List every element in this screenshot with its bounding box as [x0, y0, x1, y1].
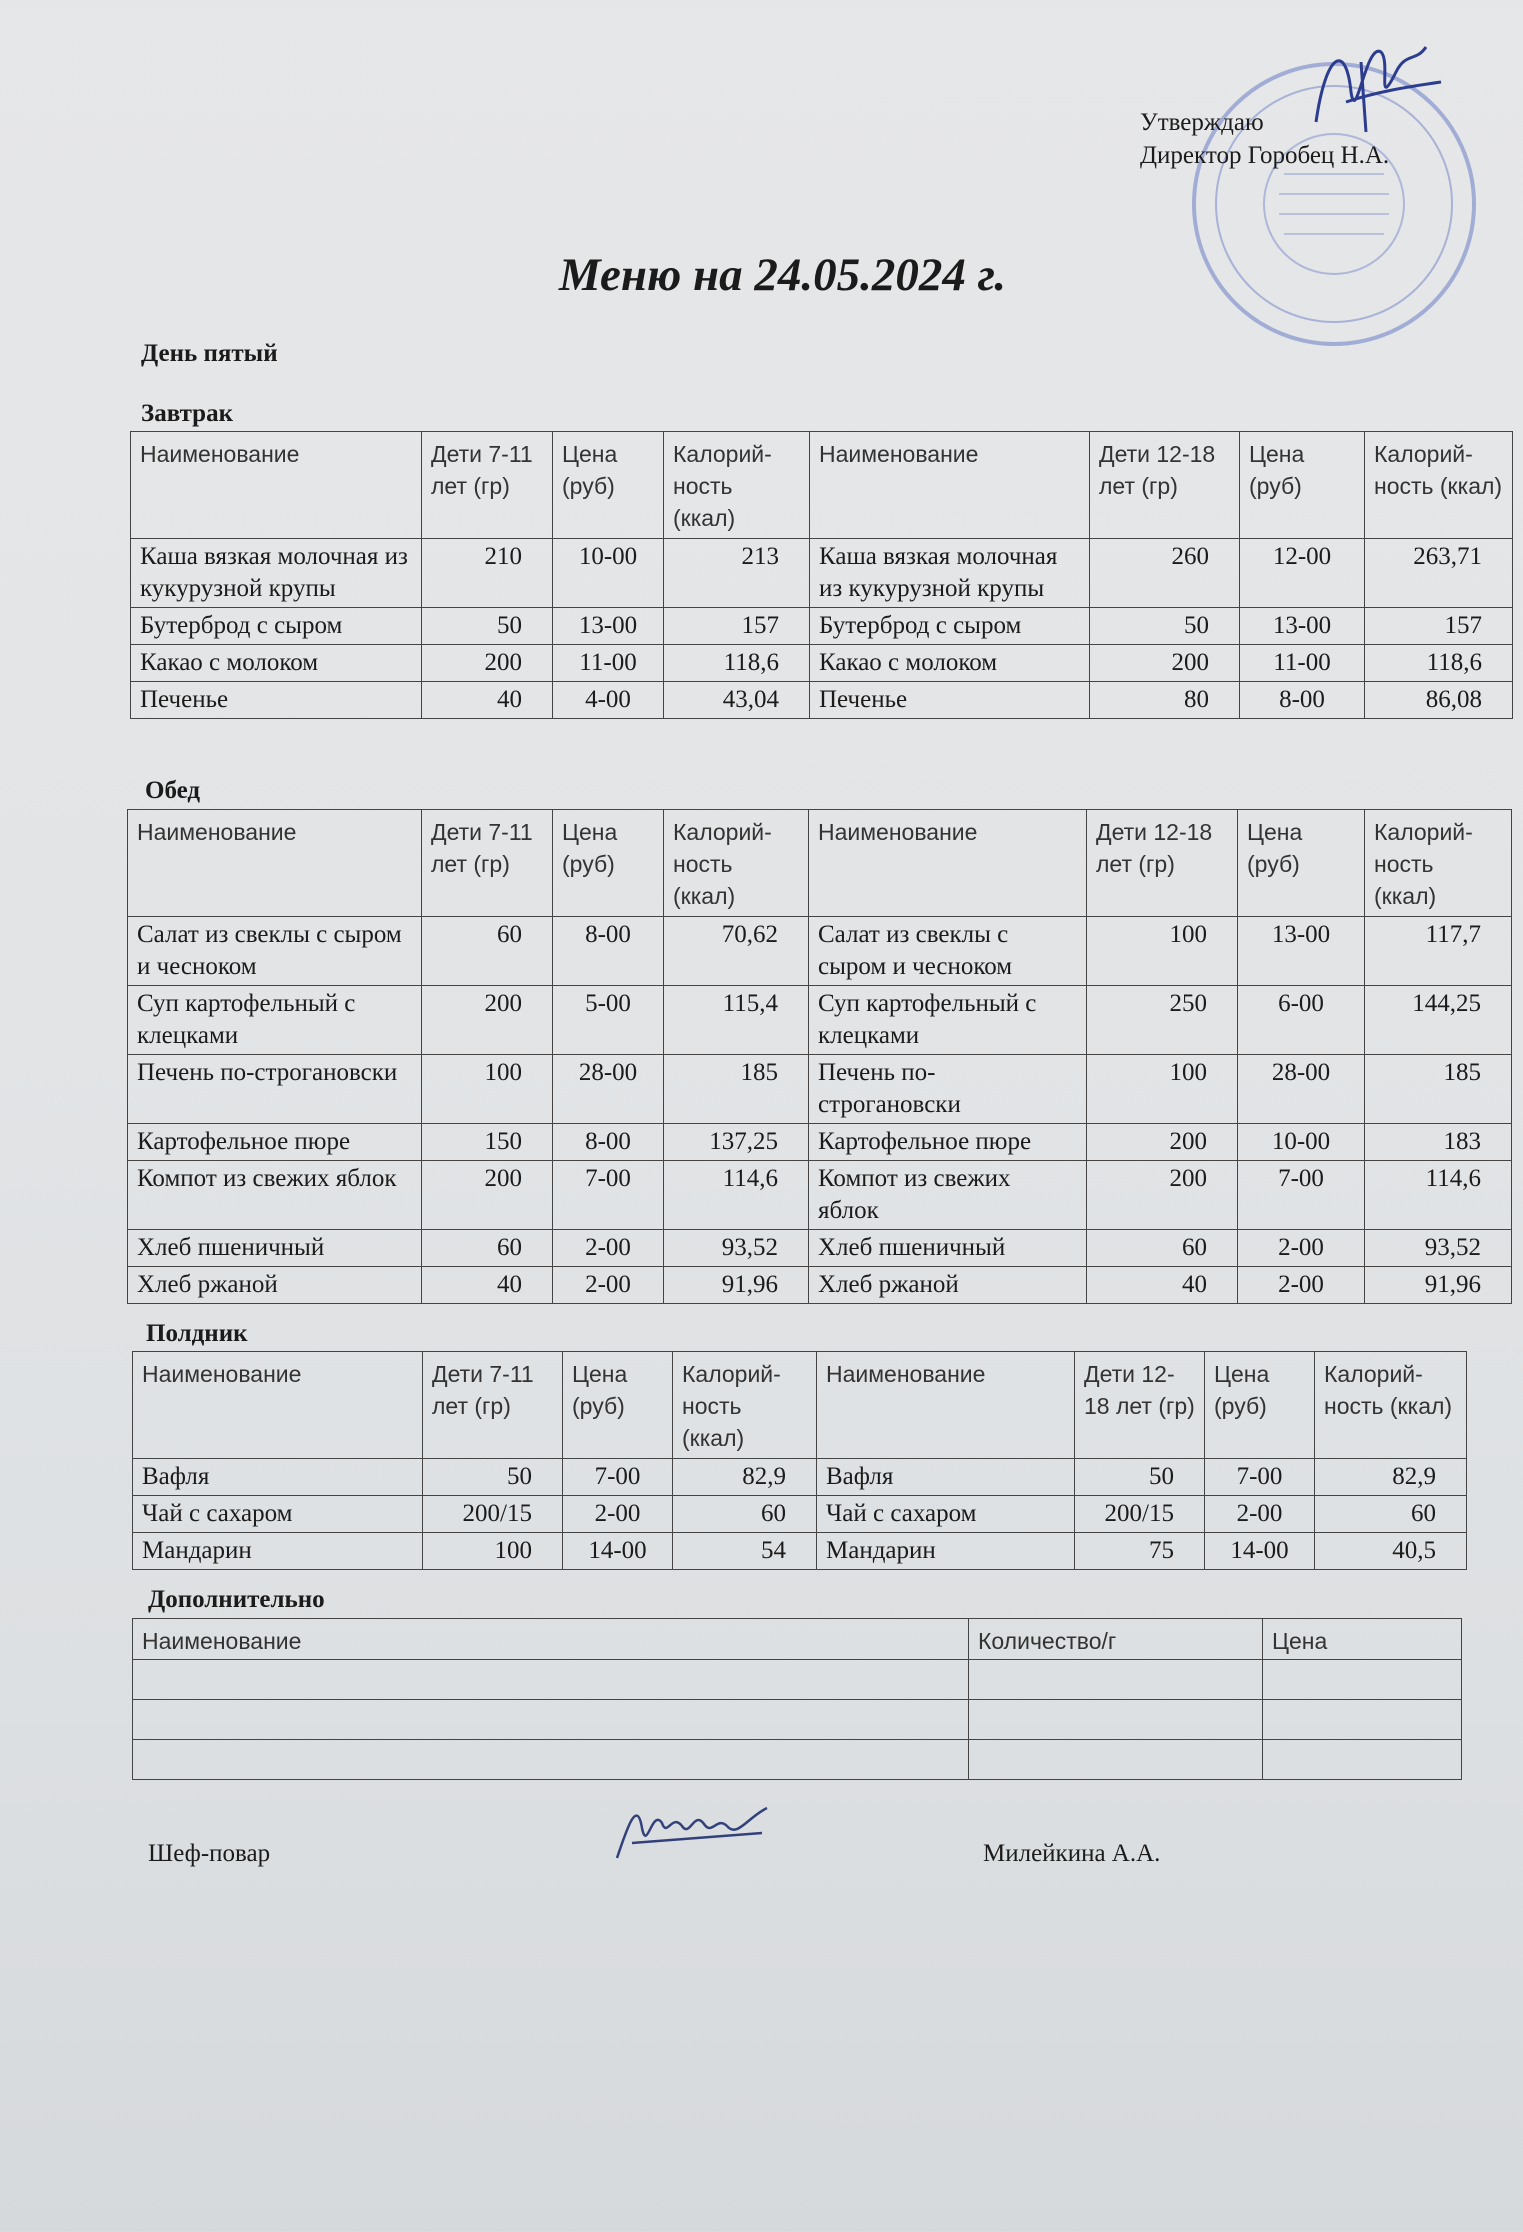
calories-12-18: 114,6 — [1365, 1161, 1512, 1230]
dish-name: Салат из свеклы с сыром и чесноком — [128, 917, 422, 986]
table-row — [128, 1124, 1512, 1161]
calories-12-18: 183 — [1365, 1124, 1512, 1161]
price-7-11: 8-00 — [553, 917, 664, 986]
dish-name: Бутерброд с сыром — [131, 608, 422, 645]
day-label: День пятый — [141, 340, 278, 367]
calories-12-18: 118,6 — [1365, 645, 1513, 682]
price-7-11: 7-00 — [563, 1459, 673, 1496]
header-calories: Калорий-ность (ккал) — [1365, 432, 1513, 539]
price-7-11: 10-00 — [553, 539, 664, 608]
header-name: Наименование — [810, 432, 1090, 539]
chef-signature — [612, 1788, 772, 1868]
header-price: Цена (руб) — [553, 810, 664, 917]
footer-role: Шеф-повар — [148, 1840, 271, 1867]
portion-7-11: 40 — [422, 1267, 553, 1304]
header-older: Дети 12-18 лет (гр) — [1090, 432, 1240, 539]
portion-7-11: 200 — [422, 1161, 553, 1230]
table-row — [128, 1267, 1512, 1304]
portion-7-11: 50 — [423, 1459, 563, 1496]
calories-12-18: 91,96 — [1365, 1267, 1512, 1304]
breakfast-table — [130, 431, 1513, 719]
empty-cell — [133, 1700, 969, 1740]
header-price: Цена (руб) — [1238, 810, 1365, 917]
dish-name: Хлеб пшеничный — [809, 1230, 1087, 1267]
calories-12-18: 40,5 — [1315, 1533, 1467, 1570]
calories-12-18: 157 — [1365, 608, 1513, 645]
header-name: Наименование — [128, 810, 422, 917]
portion-12-18: 200 — [1087, 1124, 1238, 1161]
table-row — [128, 1161, 1512, 1230]
calories-7-11: 82,9 — [673, 1459, 817, 1496]
calories-12-18: 185 — [1365, 1055, 1512, 1124]
dish-name: Картофельное пюре — [809, 1124, 1087, 1161]
table-row — [133, 1533, 1467, 1570]
header-calories: Калорий-ность (ккал) — [673, 1352, 817, 1459]
header-row — [133, 1619, 1462, 1660]
calories-7-11: 114,6 — [664, 1161, 809, 1230]
calories-12-18: 60 — [1315, 1496, 1467, 1533]
dish-name: Компот из свежих яблок — [128, 1161, 422, 1230]
calories-7-11: 213 — [664, 539, 810, 608]
portion-7-11: 210 — [422, 539, 553, 608]
calories-12-18: 86,08 — [1365, 682, 1513, 719]
portion-7-11: 60 — [422, 917, 553, 986]
header-row — [131, 432, 1513, 539]
price-7-11: 14-00 — [563, 1533, 673, 1570]
approval-signatory: Директор Горобец Н.А. — [1140, 142, 1390, 169]
portion-12-18: 100 — [1087, 1055, 1238, 1124]
header-calories: Калорий-ность (ккал) — [664, 810, 809, 917]
approval-block — [1140, 106, 1389, 172]
price-12-18: 2-00 — [1205, 1496, 1315, 1533]
empty-cell — [133, 1660, 969, 1700]
header-price: Цена (руб) — [1240, 432, 1365, 539]
price-12-18: 13-00 — [1240, 608, 1365, 645]
header-younger: Дети 7-11 лет (гр) — [423, 1352, 563, 1459]
calories-12-18: 93,52 — [1365, 1230, 1512, 1267]
table-row — [131, 645, 1513, 682]
calories-7-11: 60 — [673, 1496, 817, 1533]
portion-12-18: 40 — [1087, 1267, 1238, 1304]
calories-7-11: 115,4 — [664, 986, 809, 1055]
section-breakfast-label: Завтрак — [141, 400, 233, 427]
portion-7-11: 100 — [423, 1533, 563, 1570]
calories-7-11: 91,96 — [664, 1267, 809, 1304]
section-snack-label: Полдник — [146, 1320, 248, 1347]
footer-name: Милейкина А.А. — [983, 1840, 1161, 1867]
header-row — [128, 810, 1512, 917]
extra-header: Наименование — [133, 1619, 969, 1660]
header-calories: Калорий-ность (ккал) — [1315, 1352, 1467, 1459]
portion-7-11: 200/15 — [423, 1496, 563, 1533]
table-row — [133, 1459, 1467, 1496]
price-7-11: 2-00 — [563, 1496, 673, 1533]
empty-cell — [1263, 1740, 1462, 1780]
portion-12-18: 50 — [1090, 608, 1240, 645]
dish-name: Каша вязкая молочная из кукурузной крупы — [131, 539, 422, 608]
dish-name: Вафля — [133, 1459, 423, 1496]
dish-name: Чай с сахаром — [133, 1496, 423, 1533]
dish-name: Какао с молоком — [810, 645, 1090, 682]
dish-name: Салат из свеклы с сыром и чесноком — [809, 917, 1087, 986]
extra-table — [132, 1618, 1462, 1780]
header-older: Дети 12-18 лет (гр) — [1075, 1352, 1205, 1459]
table-row — [128, 1230, 1512, 1267]
header-name: Наименование — [809, 810, 1087, 917]
portion-7-11: 40 — [422, 682, 553, 719]
header-name: Наименование — [131, 432, 422, 539]
empty-cell — [969, 1660, 1263, 1700]
empty-cell — [969, 1700, 1263, 1740]
table-row — [133, 1496, 1467, 1533]
portion-12-18: 250 — [1087, 986, 1238, 1055]
approval-label: Утверждаю — [1140, 109, 1264, 136]
dish-name: Чай с сахаром — [817, 1496, 1075, 1533]
price-7-11: 2-00 — [553, 1230, 664, 1267]
header-price: Цена (руб) — [1205, 1352, 1315, 1459]
table-row — [128, 986, 1512, 1055]
portion-12-18: 80 — [1090, 682, 1240, 719]
price-7-11: 11-00 — [553, 645, 664, 682]
empty-row — [133, 1700, 1462, 1740]
dish-name: Хлеб ржаной — [128, 1267, 422, 1304]
dish-name: Вафля — [817, 1459, 1075, 1496]
calories-7-11: 157 — [664, 608, 810, 645]
section-lunch-label: Обед — [145, 777, 201, 804]
portion-12-18: 200/15 — [1075, 1496, 1205, 1533]
price-7-11: 8-00 — [553, 1124, 664, 1161]
dish-name: Хлеб пшеничный — [128, 1230, 422, 1267]
portion-7-11: 150 — [422, 1124, 553, 1161]
portion-12-18: 200 — [1090, 645, 1240, 682]
calories-12-18: 82,9 — [1315, 1459, 1467, 1496]
calories-12-18: 117,7 — [1365, 917, 1512, 986]
table-row — [131, 539, 1513, 608]
price-12-18: 6-00 — [1238, 986, 1365, 1055]
extra-header: Количество/г — [969, 1619, 1263, 1660]
calories-7-11: 93,52 — [664, 1230, 809, 1267]
price-12-18: 28-00 — [1238, 1055, 1365, 1124]
empty-row — [133, 1740, 1462, 1780]
portion-7-11: 50 — [422, 608, 553, 645]
price-12-18: 7-00 — [1205, 1459, 1315, 1496]
header-calories: Калорий-ность (ккал) — [664, 432, 810, 539]
extra-header: Цена — [1263, 1619, 1462, 1660]
header-older: Дети 12-18 лет (гр) — [1087, 810, 1238, 917]
price-12-18: 11-00 — [1240, 645, 1365, 682]
dish-name: Печенье — [131, 682, 422, 719]
portion-12-18: 60 — [1087, 1230, 1238, 1267]
header-price: Цена (руб) — [563, 1352, 673, 1459]
lunch-table — [127, 809, 1512, 1304]
price-12-18: 12-00 — [1240, 539, 1365, 608]
price-12-18: 2-00 — [1238, 1230, 1365, 1267]
dish-name: Суп картофельный с клецками — [809, 986, 1087, 1055]
dish-name: Суп картофельный с клецками — [128, 986, 422, 1055]
portion-7-11: 60 — [422, 1230, 553, 1267]
portion-7-11: 200 — [422, 645, 553, 682]
price-7-11: 13-00 — [553, 608, 664, 645]
price-12-18: 8-00 — [1240, 682, 1365, 719]
header-calories: Калорий-ность (ккал) — [1365, 810, 1512, 917]
table-row — [128, 1055, 1512, 1124]
portion-12-18: 50 — [1075, 1459, 1205, 1496]
price-12-18: 14-00 — [1205, 1533, 1315, 1570]
empty-cell — [1263, 1660, 1462, 1700]
price-12-18: 10-00 — [1238, 1124, 1365, 1161]
price-12-18: 7-00 — [1238, 1161, 1365, 1230]
empty-cell — [1263, 1700, 1462, 1740]
price-12-18: 13-00 — [1238, 917, 1365, 986]
table-row — [131, 608, 1513, 645]
calories-7-11: 70,62 — [664, 917, 809, 986]
price-7-11: 4-00 — [553, 682, 664, 719]
header-row — [133, 1352, 1467, 1459]
dish-name: Мандарин — [817, 1533, 1075, 1570]
header-younger: Дети 7-11 лет (гр) — [422, 810, 553, 917]
dish-name: Мандарин — [133, 1533, 423, 1570]
dish-name: Какао с молоком — [131, 645, 422, 682]
dish-name: Хлеб ржаной — [809, 1267, 1087, 1304]
calories-12-18: 144,25 — [1365, 986, 1512, 1055]
dish-name: Печенье — [810, 682, 1090, 719]
calories-7-11: 43,04 — [664, 682, 810, 719]
price-7-11: 5-00 — [553, 986, 664, 1055]
header-price: Цена (руб) — [553, 432, 664, 539]
calories-7-11: 137,25 — [664, 1124, 809, 1161]
empty-cell — [969, 1740, 1263, 1780]
price-7-11: 2-00 — [553, 1267, 664, 1304]
dish-name: Печень по-строгановски — [809, 1055, 1087, 1124]
dish-name: Компот из свежих яблок — [809, 1161, 1087, 1230]
calories-12-18: 263,71 — [1365, 539, 1513, 608]
empty-row — [133, 1660, 1462, 1700]
portion-12-18: 200 — [1087, 1161, 1238, 1230]
portion-7-11: 100 — [422, 1055, 553, 1124]
dish-name: Бутерброд с сыром — [810, 608, 1090, 645]
portion-12-18: 100 — [1087, 917, 1238, 986]
calories-7-11: 118,6 — [664, 645, 810, 682]
portion-12-18: 75 — [1075, 1533, 1205, 1570]
dish-name: Картофельное пюре — [128, 1124, 422, 1161]
dish-name: Печень по-строгановски — [128, 1055, 422, 1124]
dish-name: Каша вязкая молочная из кукурузной крупы — [810, 539, 1090, 608]
table-row — [128, 917, 1512, 986]
calories-7-11: 185 — [664, 1055, 809, 1124]
table-row — [131, 682, 1513, 719]
calories-7-11: 54 — [673, 1533, 817, 1570]
price-12-18: 2-00 — [1238, 1267, 1365, 1304]
price-7-11: 7-00 — [553, 1161, 664, 1230]
snack-table — [132, 1351, 1467, 1570]
header-name: Наименование — [817, 1352, 1075, 1459]
portion-7-11: 200 — [422, 986, 553, 1055]
section-extra-label: Дополнительно — [148, 1586, 325, 1613]
empty-cell — [133, 1740, 969, 1780]
price-7-11: 28-00 — [553, 1055, 664, 1124]
header-name: Наименование — [133, 1352, 423, 1459]
header-younger: Дети 7-11 лет (гр) — [422, 432, 553, 539]
portion-12-18: 260 — [1090, 539, 1240, 608]
page-title: Меню на 24.05.2024 г. — [558, 249, 1007, 301]
